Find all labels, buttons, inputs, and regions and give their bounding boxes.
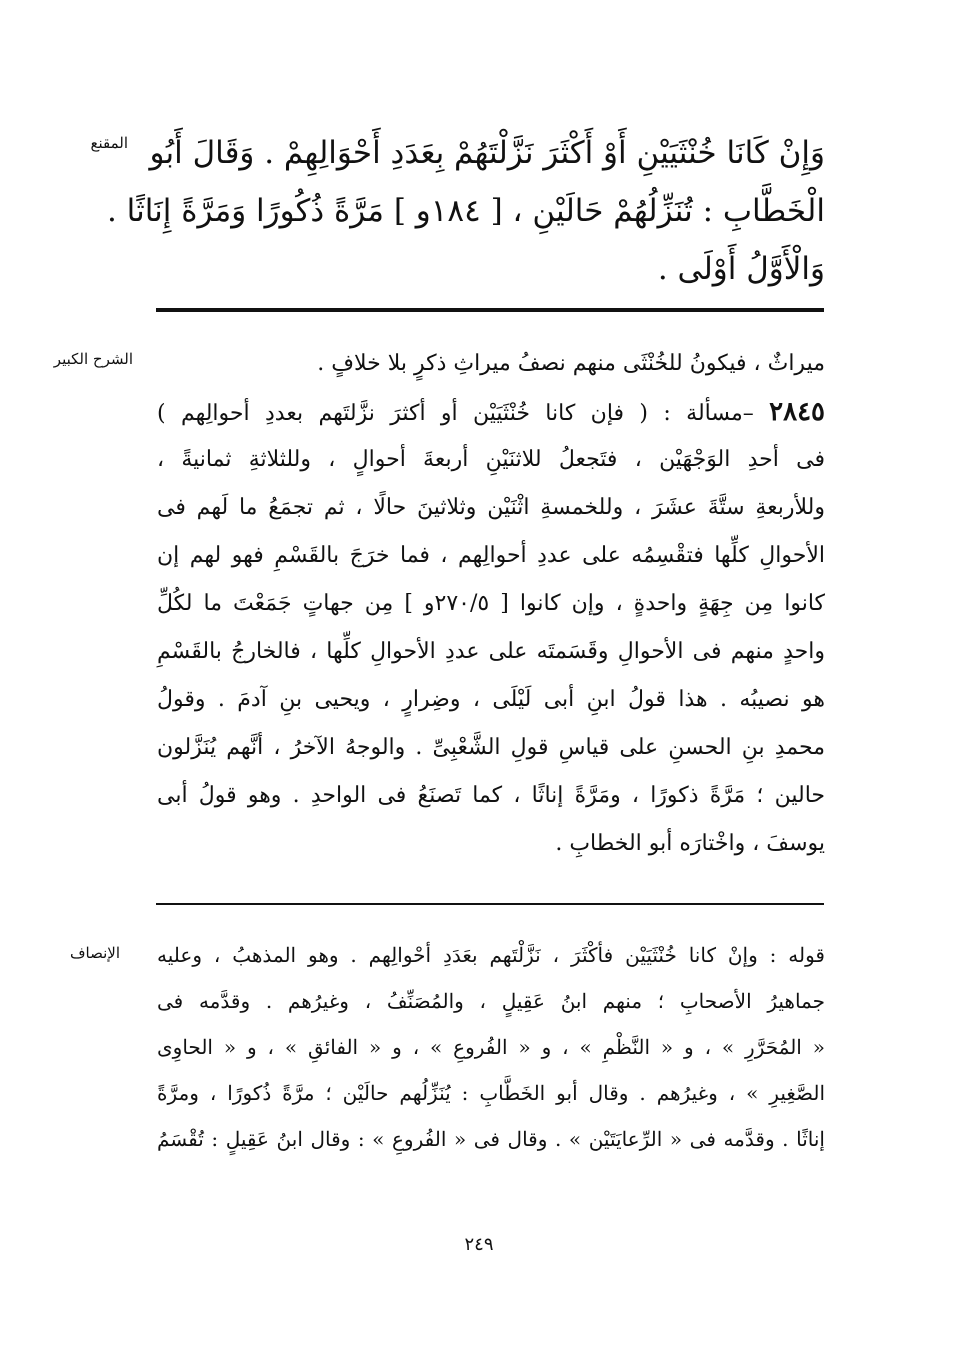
sharh-text — [157, 340, 825, 868]
masala-title: –مسألة : ( فإن كانا خُنْثَيَيْن أو أكثرَ نزَّلتَهم بعددِ أحوالِهم ) — [157, 401, 754, 426]
sharh-line: يوسفَ ، واخْتارَه أبو الخطابِ . — [555, 831, 825, 856]
page-number: ٢٤٩ — [464, 1234, 494, 1255]
sharh-line: وللأربعةِ ستَّةَ عشَرَ ، وللخمسةِ اثْنَيْن وثلاثينَ حالًا ، ثم تجمَعُ ما لَهم فى — [157, 495, 825, 520]
sharh-line: محمدِ بنِ الحسنِ على قياسِ قولِ الشَّعْبِىِّ . والوجهُ الآخرُ ، أنَّهم يُنَزَّلون — [157, 735, 825, 760]
insaf-line: « المُحَرَّرِ » ، و « النَّظْمِ » ، و « الفُروعِ » ، و « الفائقِ » ، و « الحاوِى — [157, 1035, 825, 1059]
muqni-line: الْخَطَّابِ : تُنَزِّلُهُمْ حَالَيْنِ ، [ ١٨٤و ] مَرَّةً ذُكُورًا وَمَرَّةً إِنَاثًا . — [106, 193, 825, 229]
sharh-label: الشرح الكبير — [53, 350, 133, 368]
sharh-line: حالين ؛ مَرَّةً ذكورًا ، ومَرَّةً إناثًا ، كما تَصنَعُ فى الواحدِ . وهو قولُ أبى — [157, 783, 825, 808]
masala-heading — [157, 388, 825, 436]
masala-number: ٢٨٤٥ — [769, 397, 825, 427]
muqni-line: وَالْأَوَّلُ أَوْلَى . — [657, 251, 825, 287]
insaf-line: إناثًا . وقدَّمه فى « الرِّعايَتَيْن » . وقال فى « الفُروعِ » : وقال ابنُ عَقِيلٍ : تُقْسَمُ — [157, 1127, 825, 1151]
insaf-label: الإنصاف — [69, 944, 120, 962]
sharh-line: فى أحدِ الوَجْهَيْن ، فتَجعلُ للاثنَيْنِ أربعةَ أحوالٍ ، وللثلاثةِ ثمانيةً ، — [157, 447, 825, 472]
sharh-line: الأحوالِ كلِّها فتقْسِمُه على عددِ أحوالِهم ، فما خرَجَ بالقَسْمِ فهو لهم إن — [157, 543, 825, 568]
sharh-line: ميراثٌ ، فيكونُ للخُنْثَى منهم نصفُ ميراثِ ذكرٍ بلا خلافٍ . — [317, 351, 825, 376]
insaf-line: قوله : وإنْ كانا خُنْثَيَيْن فأكْثَرَ ، نَزَّلْتَهم بعَدَدِ أحْوالِهم . وهو المذهبُ ، وعليه — [157, 943, 825, 967]
sharh-line: واحدٍ منهم فى الأحوالِ وقَسَمتَه على عددِ الأحوالِ كلِّها ، فالخارجُ بالقَسْمِ — [157, 639, 825, 664]
sharh-line: كانوا مِن جِهَةٍ واحدةٍ ، وإن كانوا [ ٢٧٠/٥و ] مِن جهاتٍ جَمَعْتَ ما لكُلِّ — [157, 591, 825, 616]
section-divider — [156, 308, 824, 312]
sharh-line: هو نصيبُه . هذا قولُ ابنِ أبى لَيْلَى ، وضِرارٍ ، ويحيى بنِ آدمَ . وقولُ — [157, 687, 825, 712]
sharh-section — [0, 340, 958, 890]
section-divider — [156, 903, 824, 905]
muqni-label: المقنع — [90, 134, 128, 152]
muqni-line: وَإِنْ كَانَا خُنْثَيَيْنِ أَوْ أَكْثَرَ نَزَّلْتَهُمْ بِعَدَدِ أَحْوَالِهِمْ . وَقَالَ أَبُو — [149, 135, 825, 171]
insaf-text — [157, 932, 825, 1162]
muqni-section — [0, 112, 958, 292]
insaf-section — [0, 932, 958, 1172]
insaf-line: جماهيرُ الأصحابِ ؛ منهم ابنُ عَقِيلٍ ، والمُصَنِّفُ ، وغيرُهم . وقدَّمه فى — [157, 989, 825, 1013]
insaf-line: الصَّغِيرِ » ، وغيرُهم . وقال أبو الخَطَّابِ : يُنَزِّلُهم حالَيْن ؛ مرَّةً ذُكورًا ، ومرَّةً — [157, 1081, 825, 1105]
